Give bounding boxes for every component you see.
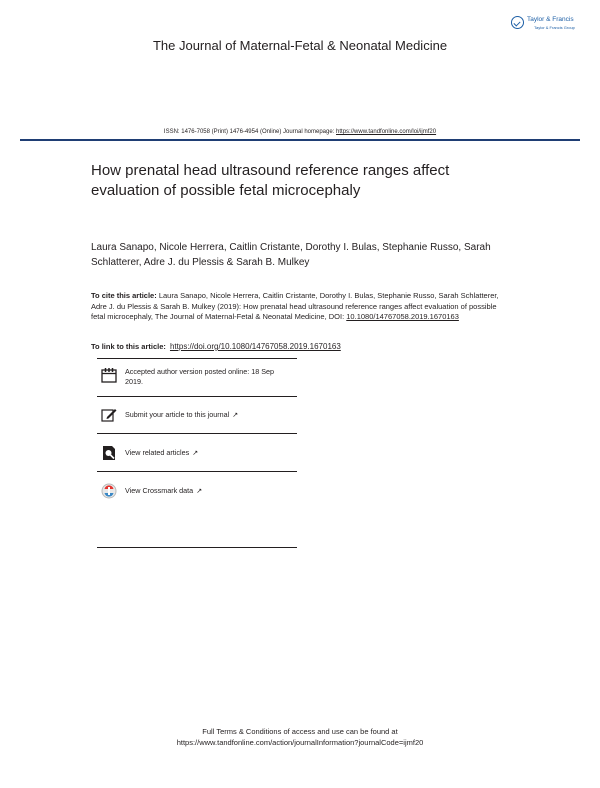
article-link-label: To link to this article: [91, 342, 166, 351]
publisher-logo-icon [511, 16, 524, 29]
related-articles-box[interactable] [97, 433, 297, 472]
external-link-icon: ↗ [196, 488, 203, 495]
external-link-icon: ↗ [232, 412, 239, 419]
external-link-icon: ↗ [192, 450, 199, 457]
citation-label: To cite this article: [91, 291, 157, 300]
citation-block [91, 291, 506, 323]
article-title: How prenatal head ultrasound reference ranges affect evaluation of possible fetal microcephaly [91, 162, 450, 199]
crossmark-box[interactable] [97, 471, 297, 510]
accepted-date-text: Accepted author version posted online: 18 Sep 2019. [125, 367, 275, 386]
boxes-bottom-divider [97, 547, 297, 548]
header-divider [20, 139, 580, 141]
publisher-name: Taylor & Francis [527, 16, 574, 23]
terms-text: Full Terms & Conditions of access and use can be found at [202, 727, 398, 736]
crossmark-link[interactable] [125, 486, 293, 497]
related-articles-link[interactable] [125, 448, 293, 459]
issn-text: ISSN: 1476-7058 (Print) 1476-4954 (Online) Journal homepage: [163, 129, 337, 135]
citation-doi-link[interactable]: 10.1080/14767058.2019.1670163 [346, 312, 459, 322]
issn-line [0, 129, 600, 135]
related-articles-label: View related articles [125, 448, 190, 457]
article-doi-url[interactable]: https://doi.org/10.1080/14767058.2019.1670163 [169, 342, 341, 351]
article-link-block [91, 342, 511, 351]
crossmark-label: View Crossmark data [125, 486, 194, 495]
submit-article-box[interactable] [97, 396, 297, 434]
journal-title: The Journal of Maternal-Fetal & Neonatal Medicine [152, 38, 448, 53]
calendar-icon [101, 367, 117, 383]
article-authors: Laura Sanapo, Nicole Herrera, Caitlin Cristante, Dorothy I. Bulas, Stephanie Russo, Sarah Schlatterer, Adre J. du Plessis & Sarah B. Mulkey [91, 242, 491, 268]
edit-icon [101, 407, 117, 423]
submit-article-link[interactable] [125, 410, 293, 421]
terms-url[interactable]: https://www.tandfonline.com/action/journalInformation?journalCode=ijmf20 [176, 738, 424, 747]
terms-footer [0, 726, 600, 748]
publisher-logo[interactable] [511, 14, 583, 36]
crossmark-icon [101, 483, 117, 499]
accepted-date-box [97, 358, 297, 397]
citation-text: Laura Sanapo, Nicole Herrera, Caitlin Cristante, Dorothy I. Bulas, Stephanie Russo, Sarah Schlatterer, Adre J. du Plessis & Sarah B. Mulkey (2019): How prenatal head ultrasound reference ranges affect evaluation of possible fetal microcephaly, The Journal of Maternal-Fetal & Neonatal Medicine, DOI: [91, 291, 499, 322]
journal-homepage-link[interactable]: https://www.tandfonline.com/loi/ijmf20 [336, 129, 437, 135]
publisher-subname: Taylor & Francis Group [534, 25, 575, 30]
related-search-icon [101, 445, 117, 461]
submit-article-label: Submit your article to this journal [125, 410, 230, 419]
